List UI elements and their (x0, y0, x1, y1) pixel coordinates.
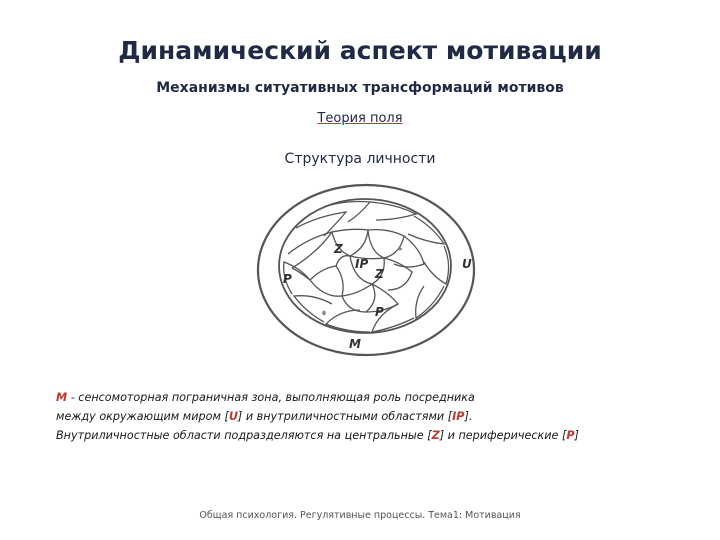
zone-ip-label: IP (355, 257, 369, 271)
zone-m-label: M (349, 337, 361, 351)
personality-structure-diagram (248, 176, 500, 366)
z-term: Z (431, 429, 440, 442)
zone-p-bottom-label: P (375, 305, 384, 319)
description-line-2: между окружающим миром [U] и внутриличностными областями [IP]. (56, 410, 473, 423)
zone-p-left-label: P (283, 272, 292, 286)
zone-z-top-label: Z (334, 242, 343, 256)
p-term: P (566, 429, 575, 442)
zone-u-label: U (462, 257, 472, 271)
ip-term: IP (452, 410, 465, 423)
slide-subtitle: Механизмы ситуативных трансформаций мотивов (156, 80, 564, 96)
field-theory-link-row (0, 111, 720, 126)
description-line-3: Внутриличностные области подразделяются на центральные [Z] и периферические [P] (56, 429, 579, 442)
zone-z-right-label: Z (375, 267, 384, 281)
description-line-1: M - сенсомоторная пограничная зона, выполняющая роль посредника (56, 391, 475, 404)
diagram-caption: Структура личности (284, 151, 436, 167)
u-term: U (228, 410, 238, 423)
diagram-description (56, 388, 696, 445)
slide-title: Динамический аспект мотивации (118, 36, 602, 65)
m-term: M (56, 391, 68, 404)
field-theory-link[interactable]: Теория поля (317, 111, 403, 126)
slide-footer: Общая психология. Регулятивные процессы. Тема1: Мотивация (199, 510, 521, 521)
